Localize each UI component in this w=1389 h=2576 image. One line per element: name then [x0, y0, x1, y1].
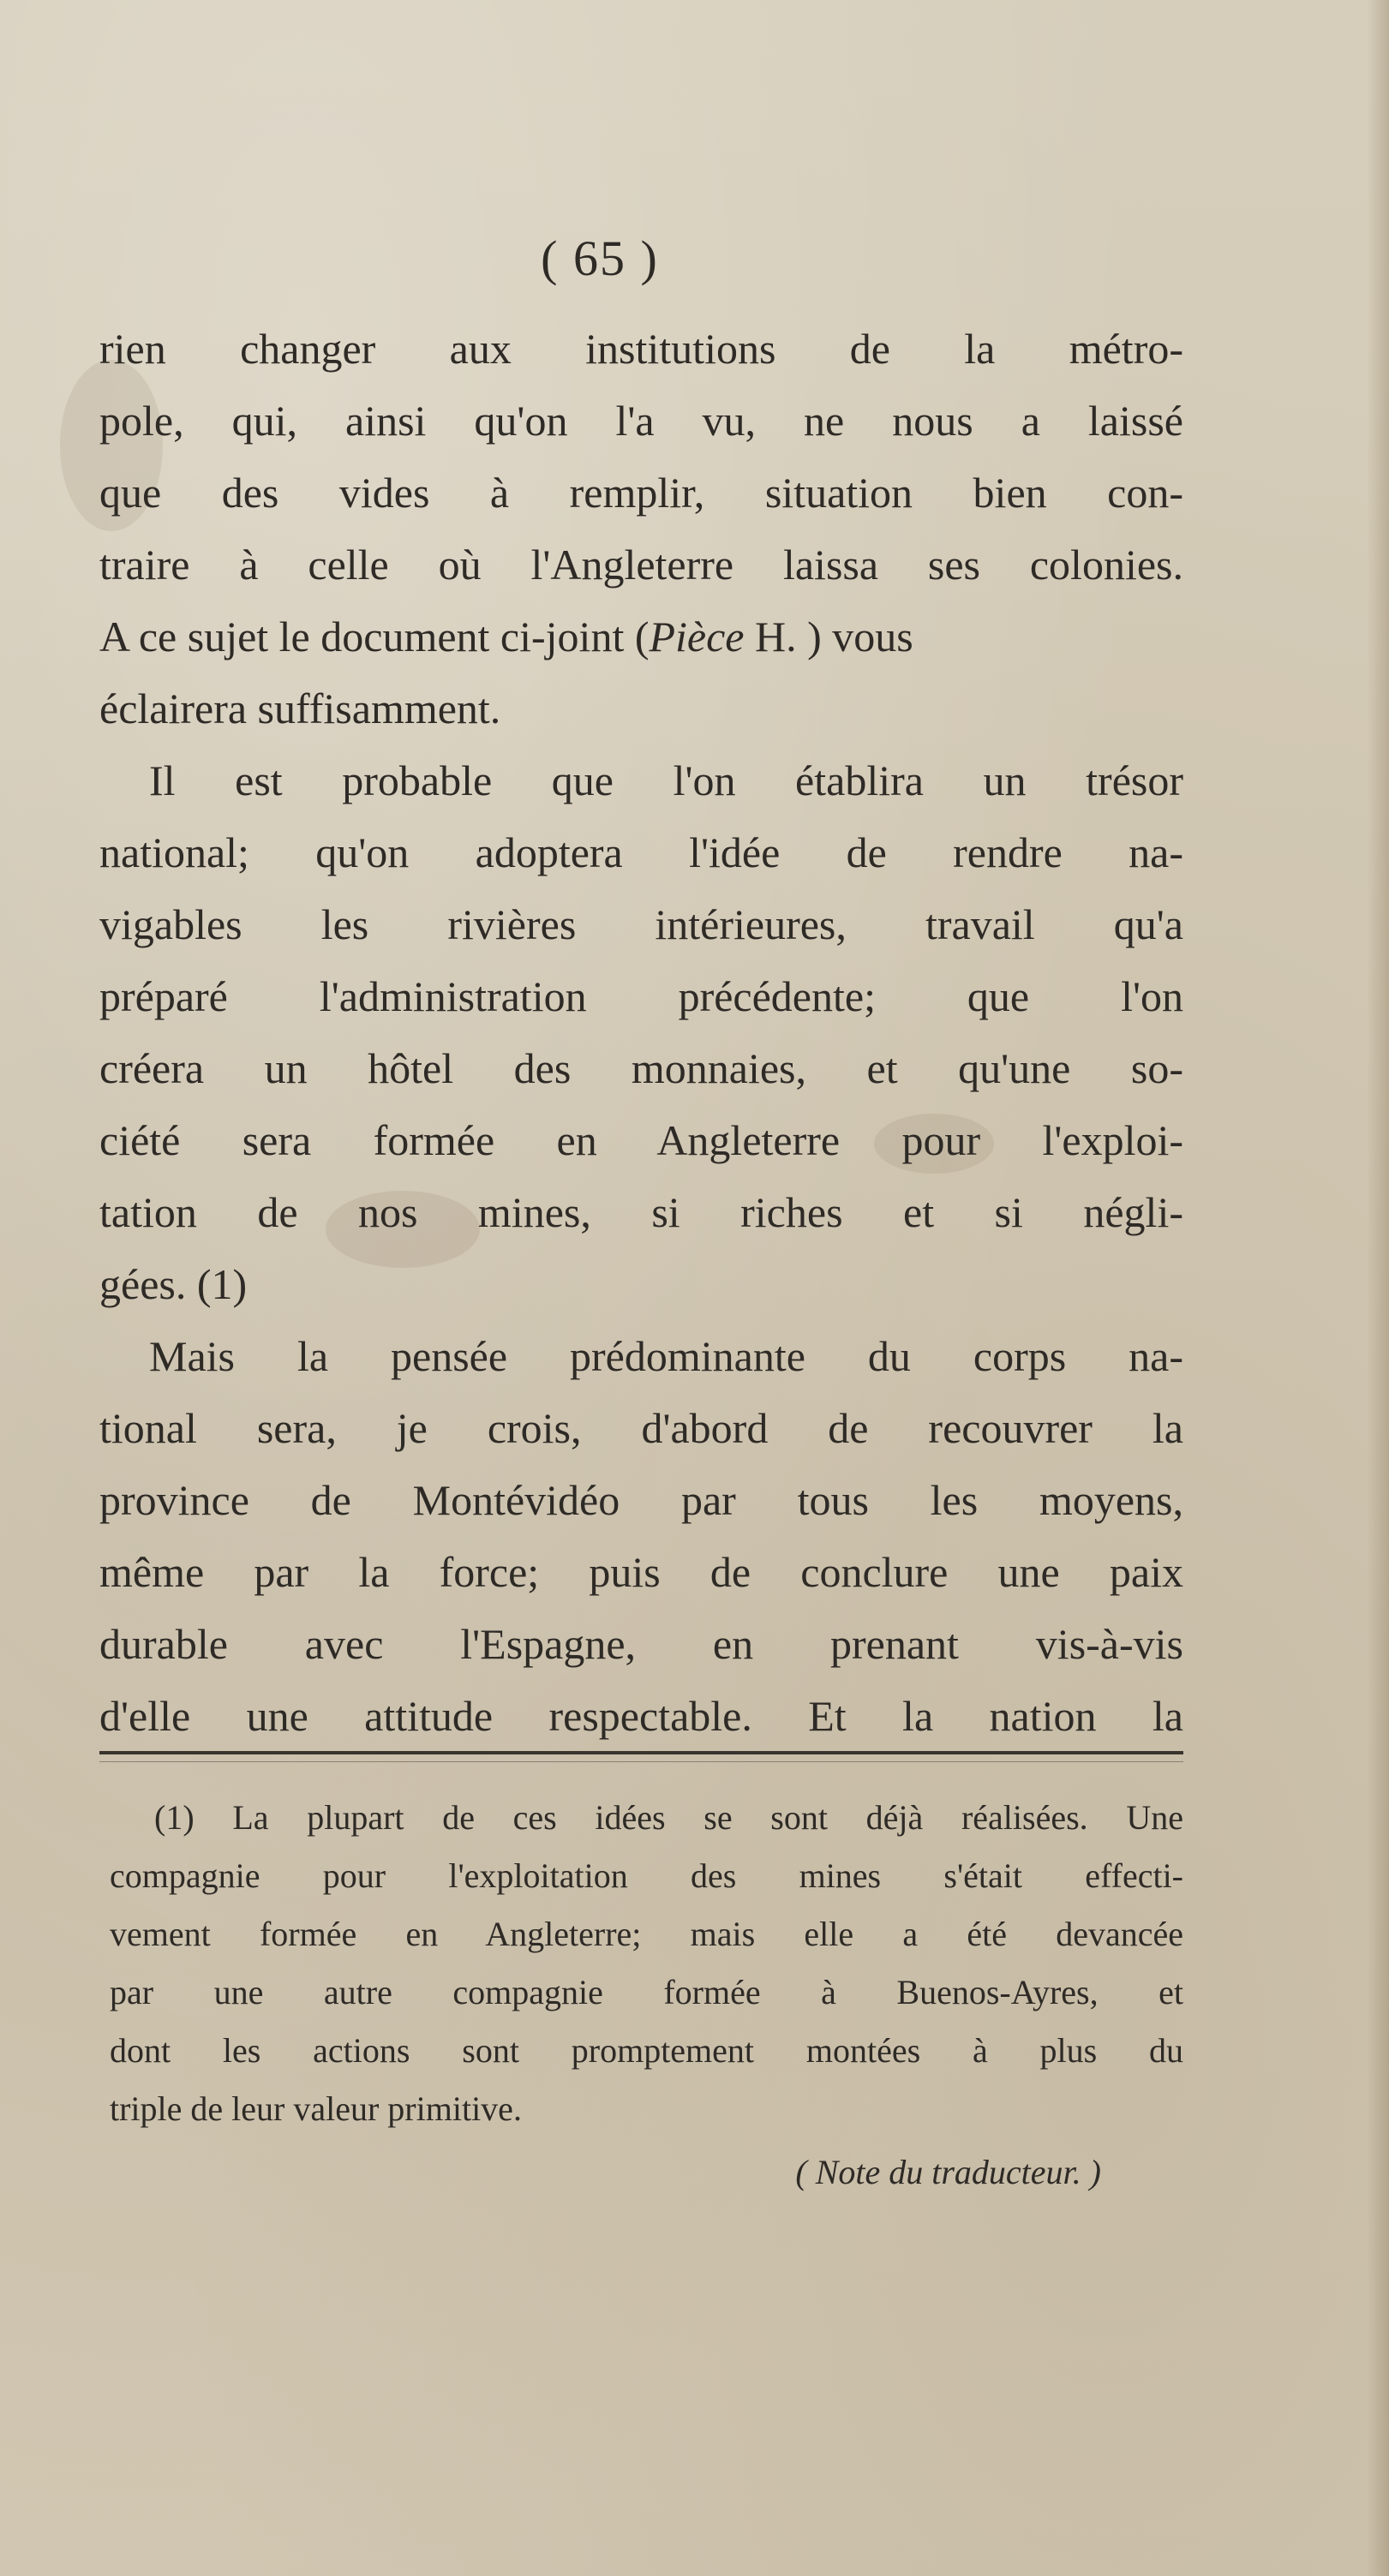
page-edge-shadow	[1367, 0, 1389, 2576]
text-line: même par la force; puis de conclure une paix	[99, 1548, 1183, 1596]
text-line: éclairera suffisamment.	[99, 684, 501, 732]
footnote-line: compagnie pour l'exploitation des mines s'était effecti-	[110, 1856, 1183, 1895]
footnote-separator	[99, 1751, 1183, 1754]
footnote-signature: ( Note du traducteur. )	[795, 2153, 1101, 2191]
text-line: national; qu'on adoptera l'idée de rendre na-	[99, 828, 1183, 876]
text-line: tional sera, je crois, d'abord de recouvrer la	[99, 1404, 1183, 1452]
text-line: traire à celle où l'Angleterre laissa ses colonies.	[99, 541, 1183, 589]
paragraph-start: Mais la pensée prédominante du corps na-	[149, 1332, 1183, 1380]
text-line: ciété sera formée en Angleterre pour l'exploi-	[99, 1116, 1183, 1164]
text-span: A ce sujet le document ci-joint (	[99, 613, 650, 660]
text-line	[99, 601, 1183, 672]
footnote	[110, 1789, 1183, 2202]
text-line: pole, qui, ainsi qu'on l'a vu, ne nous a laissé	[99, 397, 1183, 445]
footnote-line: (1) La plupart de ces idées se sont déjà réalisées. Une	[154, 1798, 1183, 1837]
text-line: que des vides à remplir, situation bien con-	[99, 469, 1183, 517]
paragraph-start: Il est probable que l'on établira un trésor	[149, 756, 1183, 804]
footnote-separator-thin	[99, 1761, 1183, 1762]
text-line: créera un hôtel des monnaies, et qu'une so-	[99, 1044, 1183, 1092]
footnote-line: triple de leur valeur primitive.	[110, 2089, 522, 2128]
text-line: rien changer aux institutions de la métro-	[99, 325, 1183, 373]
page-number: ( 65 )	[541, 230, 659, 286]
footnote-line: vement formée en Angleterre; mais elle a été devancée	[110, 1915, 1183, 1953]
text-line: gées. (1)	[99, 1260, 248, 1308]
footnote-line: par une autre compagnie formée à Buenos-Ayres, et	[110, 1973, 1183, 2011]
text-line: province de Montévidéo par tous les moyens,	[99, 1476, 1183, 1524]
text-line: tation de nos mines, si riches et si négli-	[99, 1188, 1183, 1236]
text-line: préparé l'administration précédente; que l'on	[99, 972, 1183, 1020]
text-line: vigables les rivières intérieures, travail qu'a	[99, 900, 1183, 948]
main-text	[99, 313, 1183, 1752]
text-line: d'elle une attitude respectable. Et la nation la	[99, 1692, 1183, 1740]
italic-reference: Pièce	[649, 613, 745, 660]
footnote-line: dont les actions sont promptement montées à plus du	[110, 2031, 1183, 2070]
text-line: durable avec l'Espagne, en prenant vis-à-vis	[99, 1620, 1183, 1668]
text-span: H. ) vous	[744, 613, 913, 660]
